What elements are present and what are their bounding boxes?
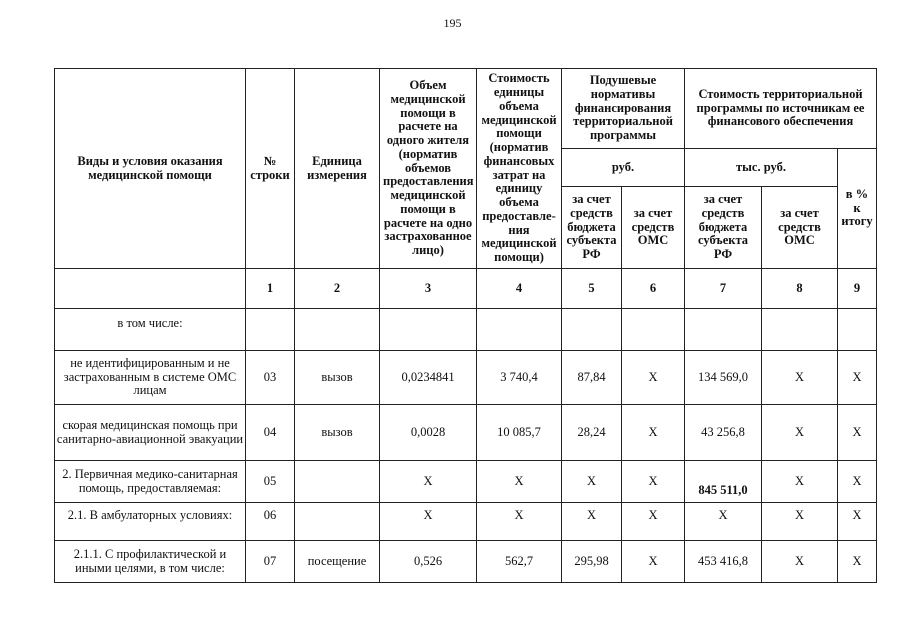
row-cost <box>477 309 562 351</box>
row-percent: Х <box>838 503 877 541</box>
row-cost: Х <box>477 461 562 503</box>
column-number: 3 <box>380 269 477 309</box>
column-number: 6 <box>622 269 685 309</box>
row-name: 2.1.1. С профилактической и иными целями, в том числе: <box>55 541 246 583</box>
header-percent: в % к итогу <box>838 149 877 269</box>
row-per-budget: Х <box>562 461 622 503</box>
row-total-budget: 43 256,8 <box>685 405 762 461</box>
header-kind: Виды и условия оказания медицинской помощи <box>55 69 246 269</box>
row-total-budget: 453 416,8 <box>685 541 762 583</box>
row-per-budget: 28,24 <box>562 405 622 461</box>
row-total-oms: Х <box>762 351 838 405</box>
row-cost: 10 085,7 <box>477 405 562 461</box>
row-cost: Х <box>477 503 562 541</box>
row-cost: 562,7 <box>477 541 562 583</box>
row-volume: 0,526 <box>380 541 477 583</box>
row-per-oms: Х <box>622 405 685 461</box>
row-name: скорая медицинская помощь при санитарно-авиационной эвакуации <box>55 405 246 461</box>
row-per-oms: Х <box>622 541 685 583</box>
header-per-capita: Подушевые нормативы финансирования территориальной программы <box>562 69 685 149</box>
row-per-budget <box>562 309 622 351</box>
row-total-budget: 134 569,0 <box>685 351 762 405</box>
row-name: не идентифицированным и не застрахованным в системе ОМС лицам <box>55 351 246 405</box>
row-total-budget: Х <box>685 503 762 541</box>
row-per-oms: Х <box>622 503 685 541</box>
row-line <box>246 309 295 351</box>
column-number: 9 <box>838 269 877 309</box>
header-unit: Единица измерения <box>295 69 380 269</box>
row-volume: 0,0028 <box>380 405 477 461</box>
row-unit <box>295 309 380 351</box>
row-per-budget: 87,84 <box>562 351 622 405</box>
table-row <box>55 541 877 583</box>
column-number: 2 <box>295 269 380 309</box>
row-unit <box>295 461 380 503</box>
row-per-oms: Х <box>622 351 685 405</box>
financing-table <box>54 68 877 583</box>
row-percent: Х <box>838 405 877 461</box>
table-row <box>55 503 877 541</box>
header-per-budget: за счет средств бюджета субъекта РФ <box>562 187 622 269</box>
column-number-blank <box>55 269 246 309</box>
row-total-oms: Х <box>762 541 838 583</box>
row-total-oms: Х <box>762 503 838 541</box>
row-line: 03 <box>246 351 295 405</box>
row-unit <box>295 503 380 541</box>
column-number: 4 <box>477 269 562 309</box>
header-volume: Объем медицинской помощи в расчете на одного жителя (норматив объемов предоставления медицинской помощи в расчете на одно застрахованное лицо) <box>380 69 477 269</box>
row-per-budget: 295,98 <box>562 541 622 583</box>
row-total-oms <box>762 309 838 351</box>
row-per-oms <box>622 309 685 351</box>
row-percent: Х <box>838 351 877 405</box>
row-percent: Х <box>838 541 877 583</box>
row-line: 05 <box>246 461 295 503</box>
column-number: 7 <box>685 269 762 309</box>
row-cost: 3 740,4 <box>477 351 562 405</box>
header-program-cost: Стоимость территориальной программы по источникам ее финансового обеспечения <box>685 69 877 149</box>
column-number: 8 <box>762 269 838 309</box>
page-number: 195 <box>443 16 462 30</box>
row-unit: посещение <box>295 541 380 583</box>
header-total-budget: за счет средств бюджета субъекта РФ <box>685 187 762 269</box>
row-per-budget: Х <box>562 503 622 541</box>
row-volume <box>380 309 477 351</box>
row-percent: Х <box>838 461 877 503</box>
table-row <box>55 405 877 461</box>
row-name: в том числе: <box>55 309 246 351</box>
row-name: 2.1. В амбулаторных условиях: <box>55 503 246 541</box>
row-volume: 0,0234841 <box>380 351 477 405</box>
row-per-oms: Х <box>622 461 685 503</box>
table-row <box>55 351 877 405</box>
column-number-row <box>55 269 877 309</box>
header-total-oms: за счет средств ОМС <box>762 187 838 269</box>
row-total-oms: Х <box>762 405 838 461</box>
table-row <box>55 461 877 503</box>
header-thous-rub: тыс. руб. <box>685 149 838 187</box>
header-unit-cost: Стоимость единицы объема медицинской помощи (норматив финансовых затрат на единицу объема предоставле-ния медицинской помощи) <box>477 69 562 269</box>
row-total-oms: Х <box>762 461 838 503</box>
row-line: 07 <box>246 541 295 583</box>
row-percent <box>838 309 877 351</box>
row-volume: Х <box>380 461 477 503</box>
header-line-no: № строки <box>246 69 295 269</box>
row-line: 06 <box>246 503 295 541</box>
row-volume: Х <box>380 503 477 541</box>
row-total-budget: 845 511,0 <box>685 461 762 503</box>
header-rub: руб. <box>562 149 685 187</box>
row-line: 04 <box>246 405 295 461</box>
row-unit: вызов <box>295 351 380 405</box>
header-per-oms: за счет средств ОМС <box>622 187 685 269</box>
column-number: 1 <box>246 269 295 309</box>
table-row <box>55 309 877 351</box>
row-name: 2. Первичная медико-санитарная помощь, предоставляемая: <box>55 461 246 503</box>
column-number: 5 <box>562 269 622 309</box>
row-unit: вызов <box>295 405 380 461</box>
row-total-budget <box>685 309 762 351</box>
